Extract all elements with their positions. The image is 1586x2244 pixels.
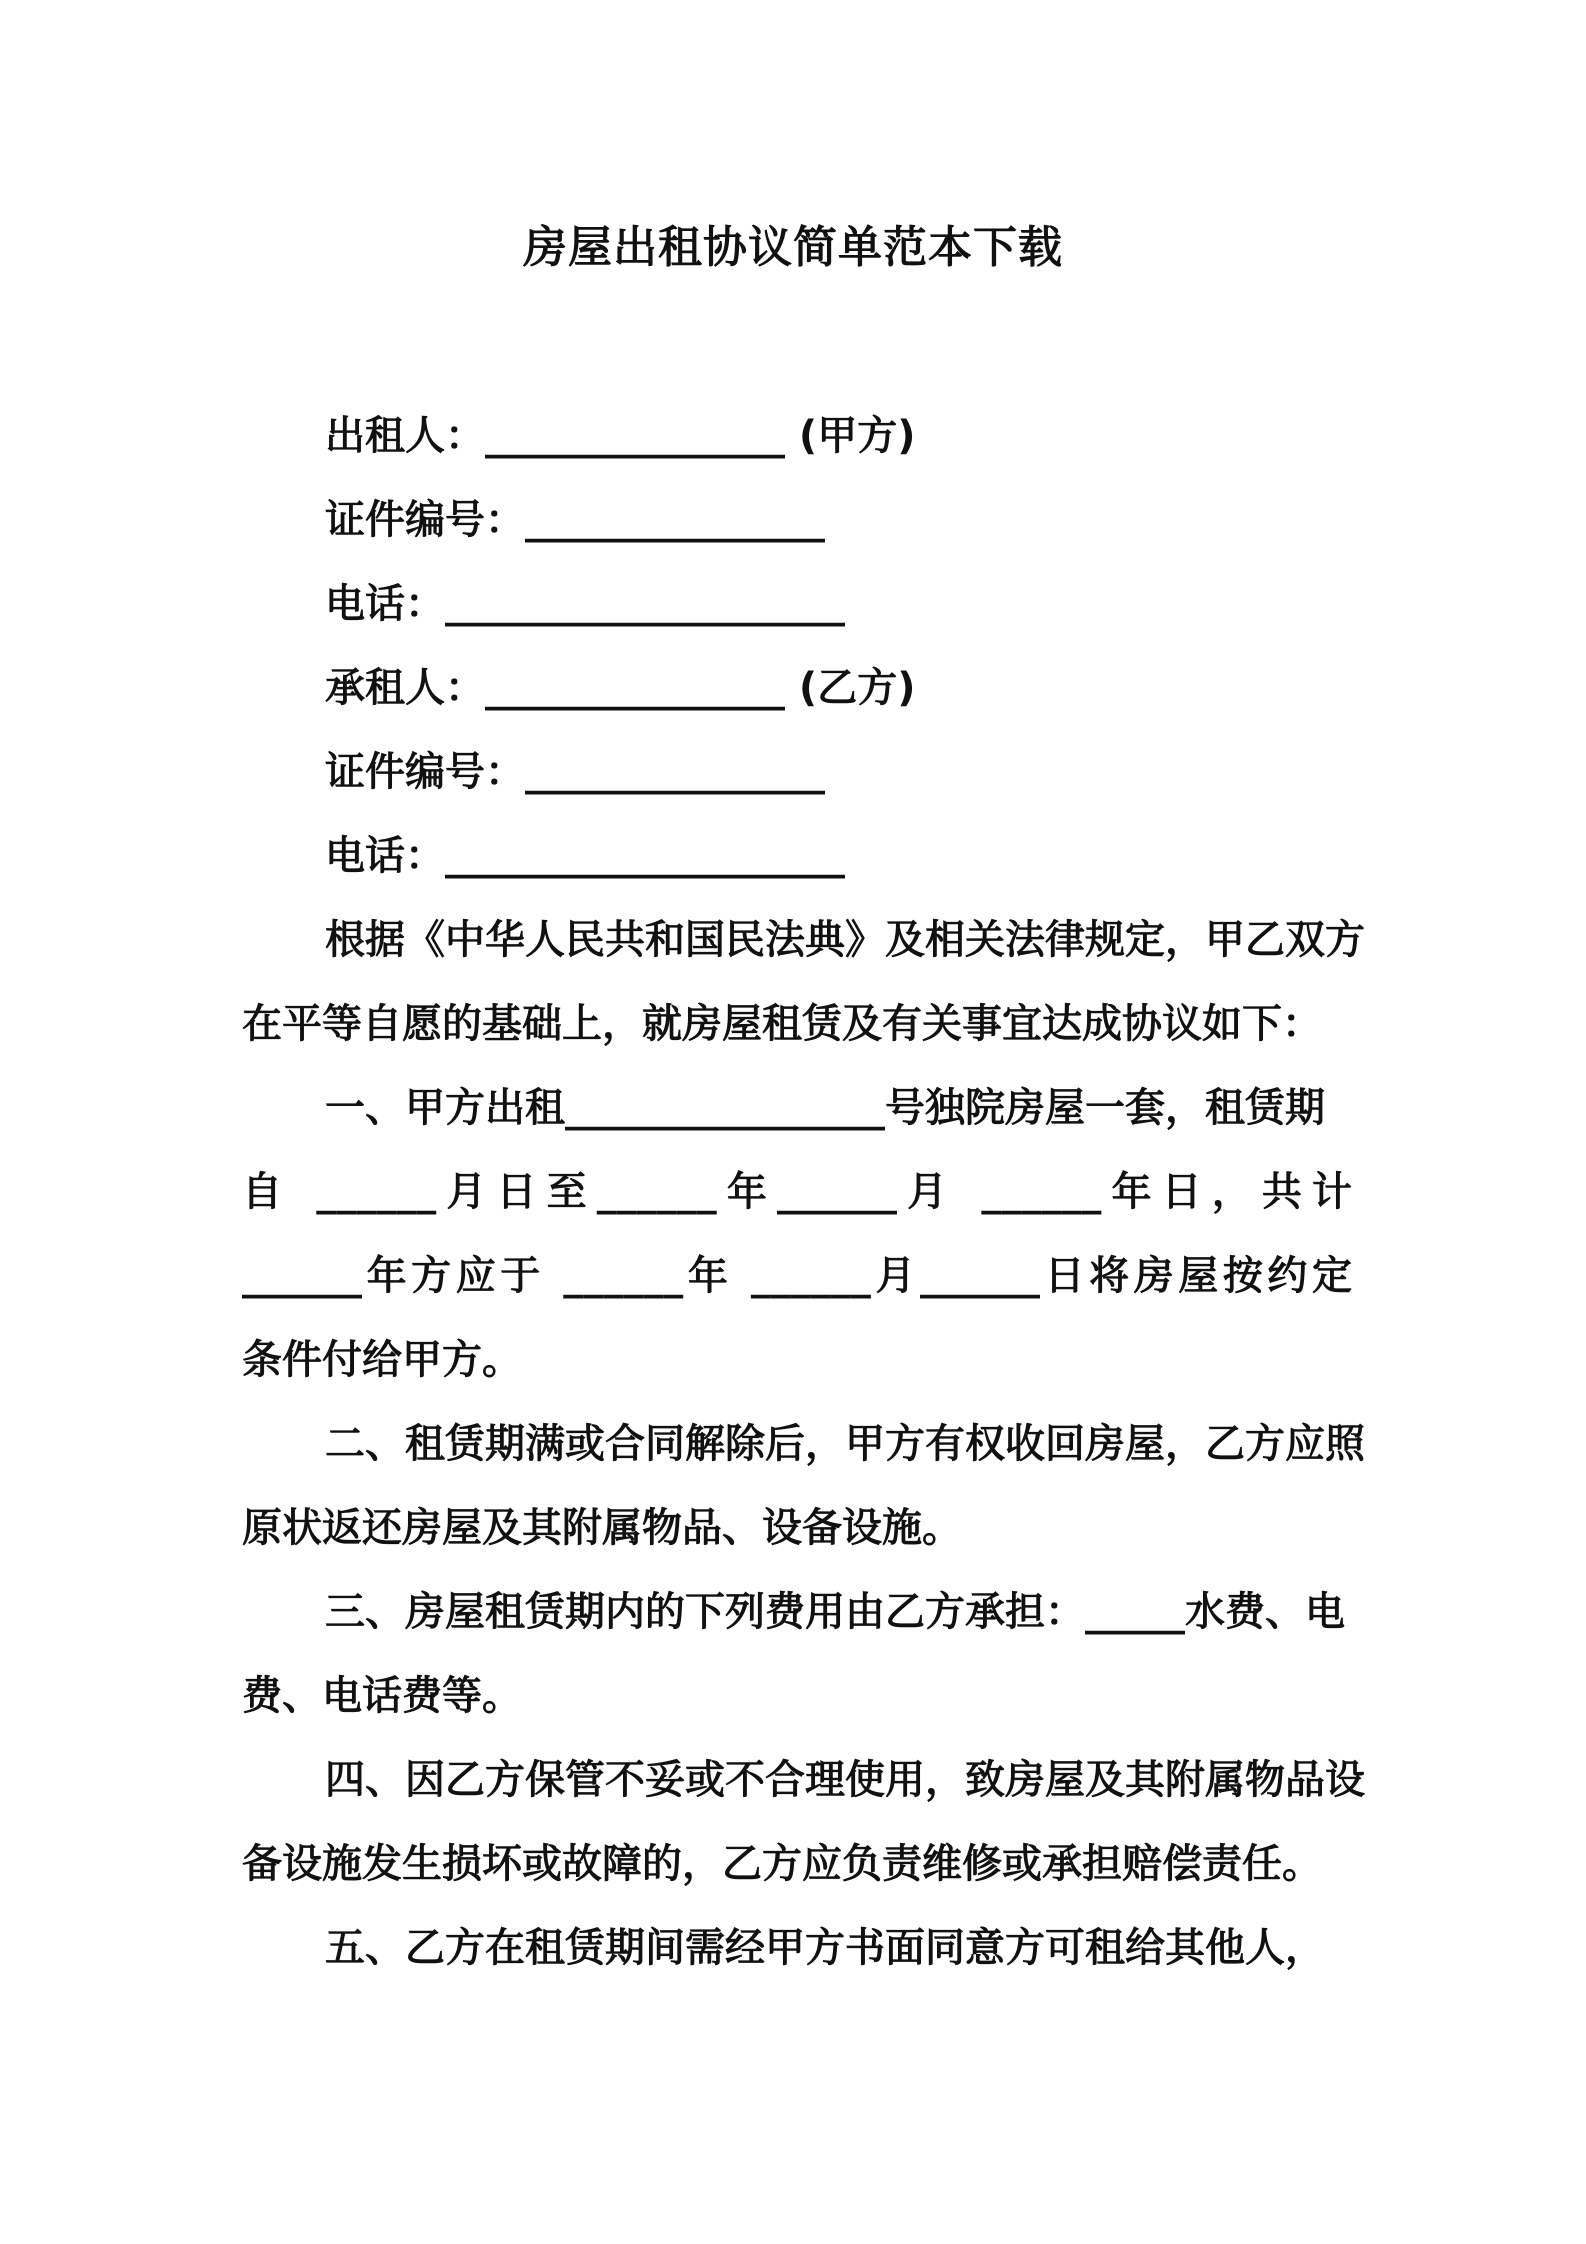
- lessee-id-field: 证件编号：_______________: [325, 749, 825, 795]
- lessor-phone-field: 电话：____________________: [325, 581, 845, 627]
- clause-4-line-2: 备设施发生损坏或故障的，乙方应负责维修或承担赔偿责任。: [242, 1841, 1322, 1887]
- clause-1-line-2: 自 ______月日至______年______月 ______年日，共计: [242, 1169, 1352, 1215]
- clause-4-line-1: 四、因乙方保管不妥或不合理使用，致房屋及其附属物品设: [325, 1757, 1365, 1803]
- preamble-line-1: 根据《中华人民共和国民法典》及相关法律规定，甲乙双方: [325, 917, 1365, 963]
- lessee-phone-field: 电话：____________________: [325, 833, 845, 879]
- lessor-id-field: 证件编号：_______________: [325, 497, 825, 543]
- clause-2-line-1: 二、租赁期满或合同解除后，甲方有权收回房屋，乙方应照: [325, 1421, 1365, 1467]
- lessor-field: 出租人：_______________ (甲方): [325, 413, 916, 459]
- clause-1-line-4: 条件付给甲方。: [242, 1337, 522, 1383]
- clause-5-line-1: 五、乙方在租赁期间需经甲方书面同意方可租给其他人，: [325, 1925, 1325, 1971]
- clause-3-line-2: 费、电话费等。: [242, 1673, 522, 1719]
- clause-3-line-1: 三、房屋租赁期内的下列费用由乙方承担：_____水费、电: [325, 1589, 1345, 1635]
- clause-2-line-2: 原状返还房屋及其附属物品、设备设施。: [242, 1505, 962, 1551]
- preamble-line-2: 在平等自愿的基础上，就房屋租赁及有关事宜达成协议如下：: [242, 1001, 1322, 1047]
- clause-1-line-1: 一、甲方出租________________号独院房屋一套，租赁期: [325, 1085, 1325, 1131]
- lessee-field: 承租人：_______________ (乙方): [325, 665, 916, 711]
- clause-1-line-3: ______年方应于 ______年 ______月______日将房屋按约定: [242, 1253, 1352, 1299]
- document-title: 房屋出租协议简单范本下载: [523, 222, 1063, 273]
